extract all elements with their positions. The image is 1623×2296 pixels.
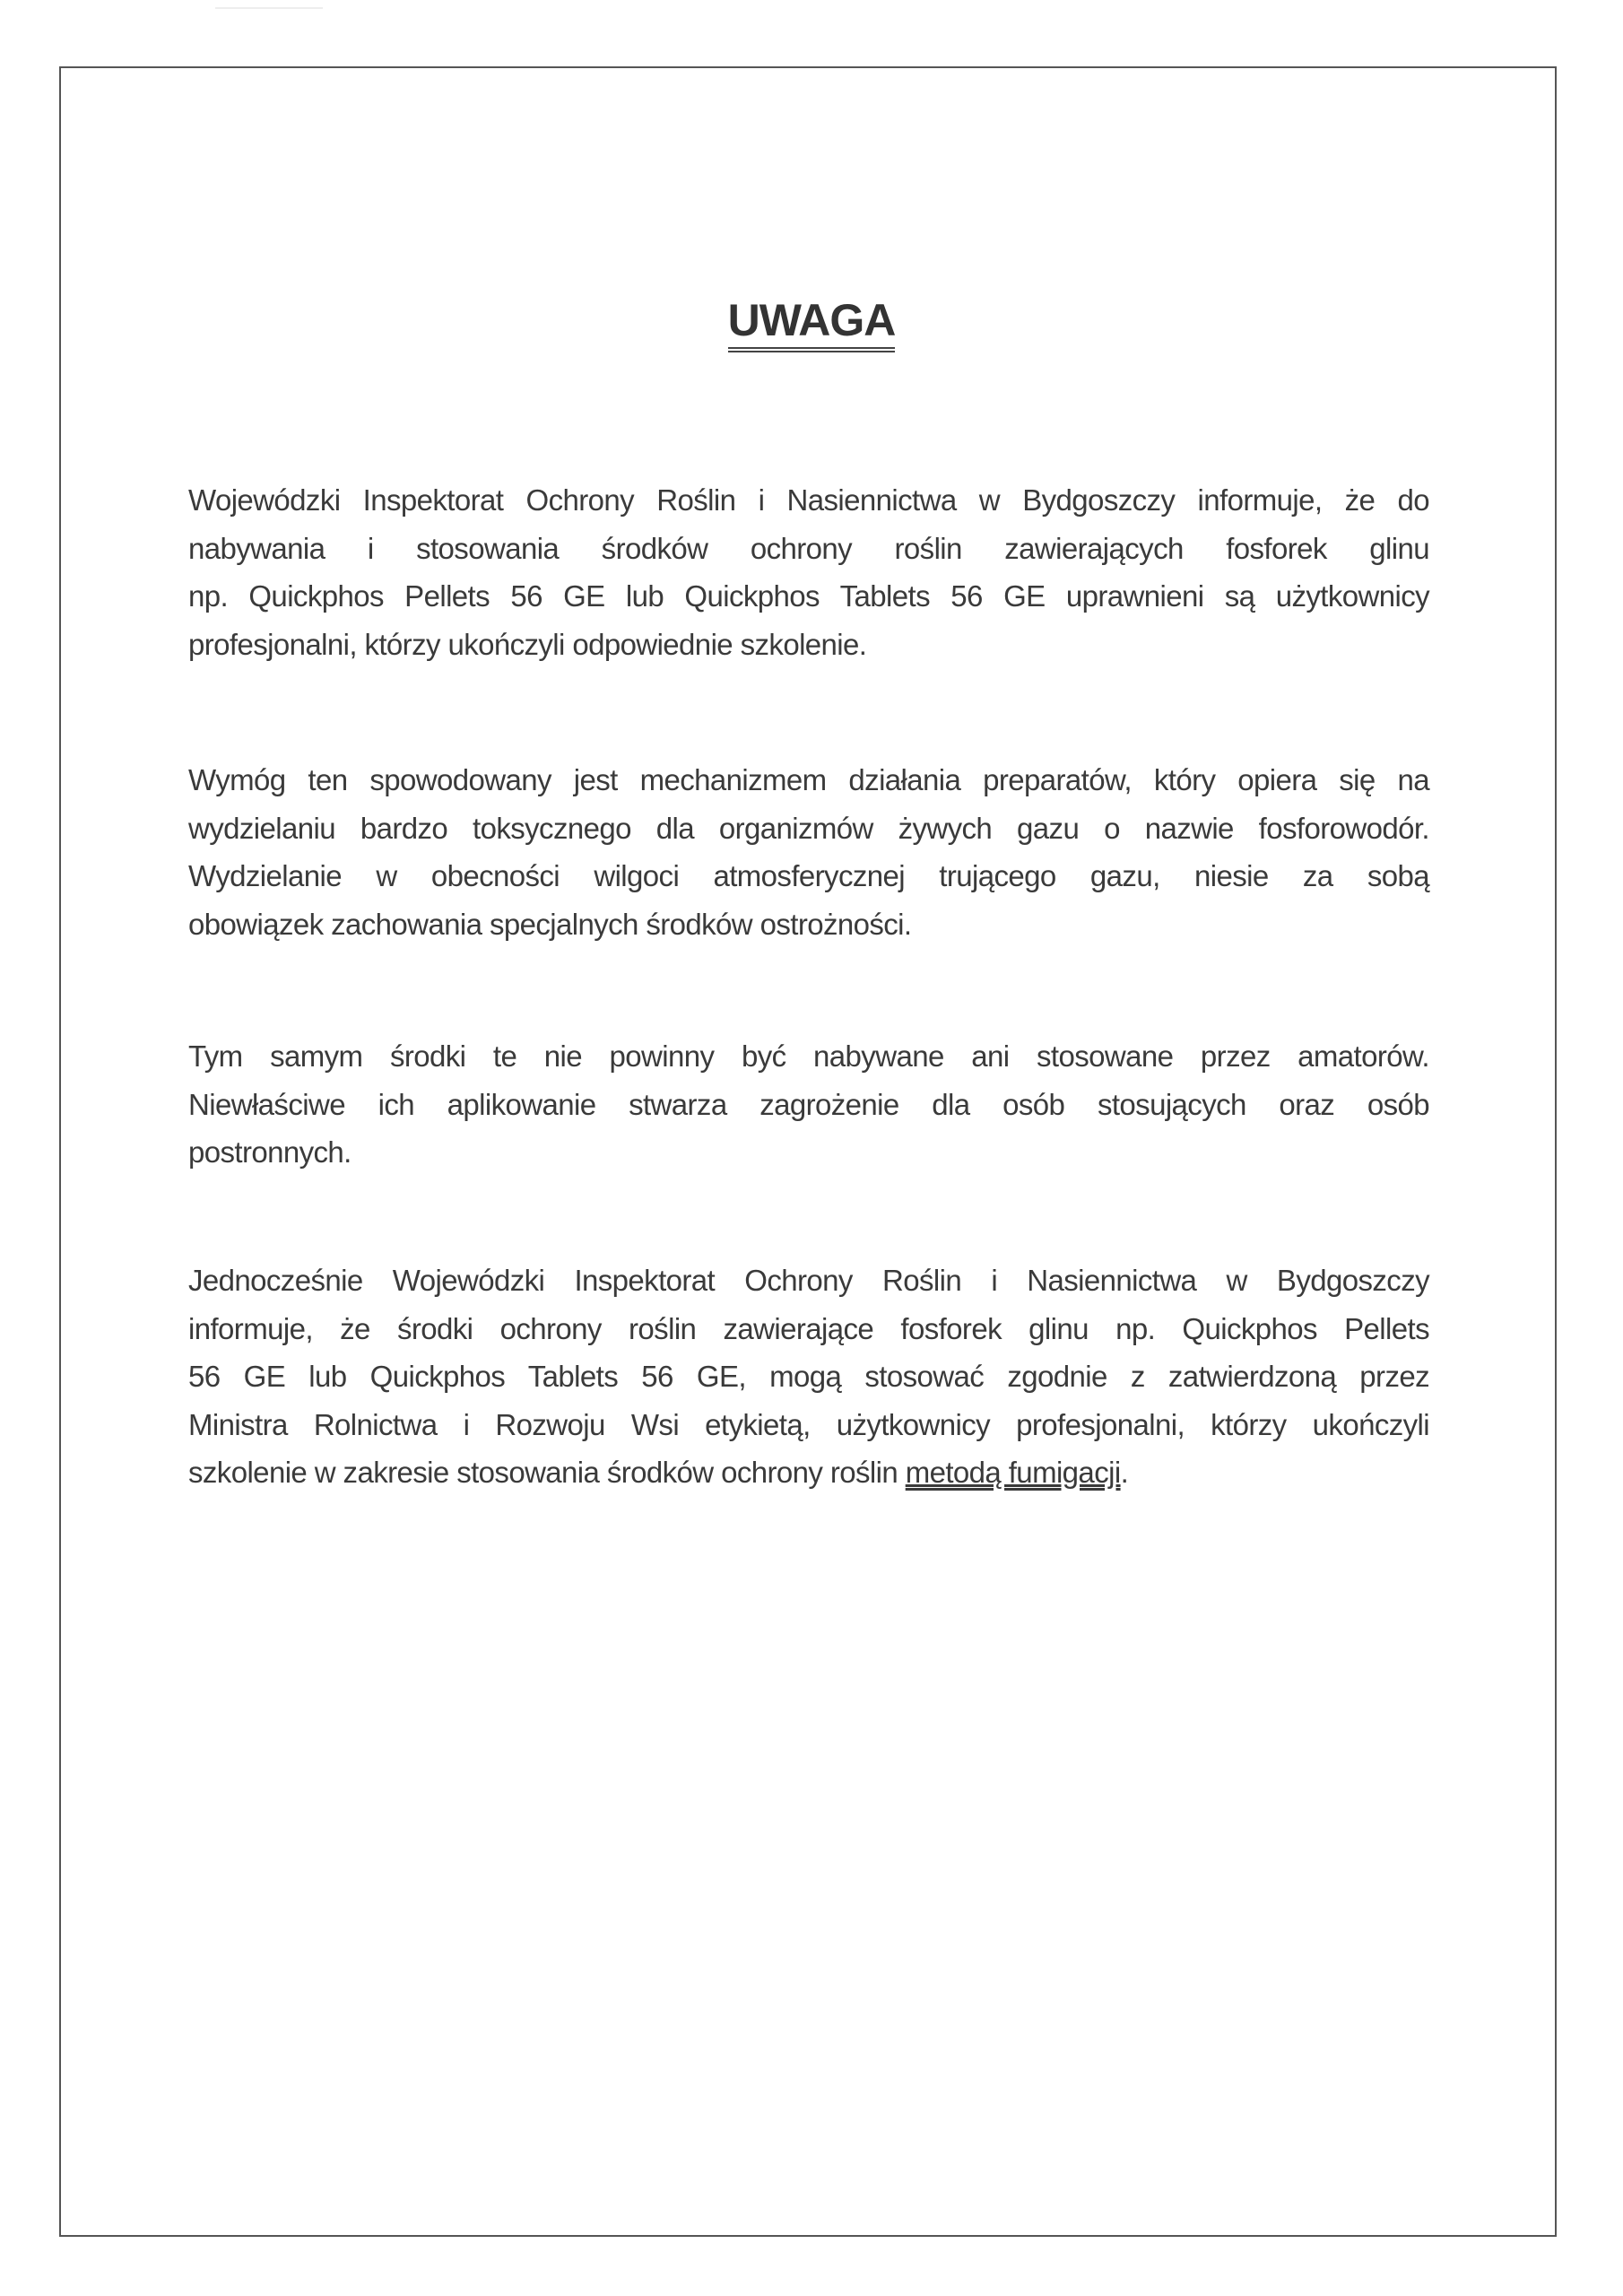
- text-line: Wymóg ten spowodowany jest mechanizmem działania preparatów, który opiera się na: [188, 763, 1429, 796]
- text-line: Tym samym środki te nie powinny być nabywane ani stosowane przez amatorów.: [188, 1039, 1429, 1073]
- text-line: Wojewódzki Inspektorat Ochrony Roślin i Nasiennictwa w Bydgoszczy informuje, że do: [188, 483, 1429, 517]
- text-line: wydzielaniu bardzo toksycznego dla organizmów żywych gazu o nazwie fosforowodór.: [188, 811, 1429, 845]
- paragraph-3: [188, 1032, 1429, 1177]
- text-line: Jednocześnie Wojewódzki Inspektorat Ochrony Roślin i Nasiennictwa w Bydgoszczy: [188, 1264, 1429, 1297]
- text-line: Niewłaściwe ich aplikowanie stwarza zagrożenie dla osób stosujących oraz osób: [188, 1087, 1429, 1121]
- text-line: 56 GE lub Quickphos Tablets 56 GE, mogą stosować zgodnie z zatwierdzoną przez: [188, 1360, 1429, 1393]
- scan-artifact: [215, 7, 323, 9]
- text-line: nabywania i stosowania środków ochrony roślin zawierających fosforek glinu: [188, 531, 1429, 565]
- text-line: np. Quickphos Pellets 56 GE lub Quickphos Tablets 56 GE uprawnieni są użytkownicy: [188, 579, 1429, 613]
- text-line: Wydzielanie w obecności wilgoci atmosferycznej trującego gazu, niesie za sobą: [188, 859, 1429, 892]
- text-line: Ministra Rolnictwa i Rozwoju Wsi etykietą, użytkownicy profesjonalni, którzy ukończyli: [188, 1407, 1429, 1441]
- text-line: informuje, że środki ochrony roślin zawierające fosforek glinu np. Quickphos Pellets: [188, 1311, 1429, 1345]
- paragraph-4: [188, 1257, 1429, 1497]
- paragraph-1: [188, 476, 1429, 668]
- paragraph-2: [188, 756, 1429, 948]
- text-segment: szkolenie w zakresie stosowania środków ochrony roślin: [188, 1456, 906, 1489]
- text-line: profesjonalni, którzy ukończyli odpowiednie szkolenie.: [188, 627, 867, 661]
- document-title: [0, 294, 1623, 352]
- title-text: UWAGA: [728, 295, 896, 352]
- text-line: obowiązek zachowania specjalnych środków ostrożności.: [188, 907, 912, 941]
- text-segment: .: [1120, 1456, 1129, 1489]
- text-line: postronnych.: [188, 1135, 352, 1169]
- underlined-phrase: metodą fumigacji: [905, 1456, 1121, 1489]
- text-line: [188, 1448, 1429, 1497]
